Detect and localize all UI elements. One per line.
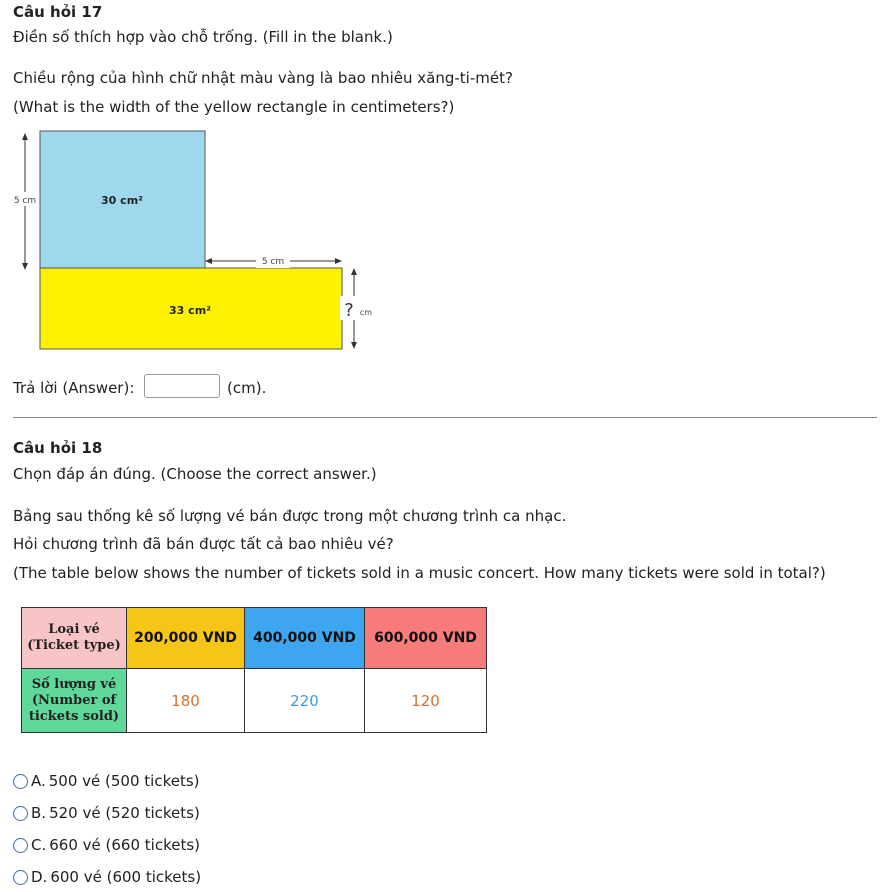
question-divider bbox=[13, 417, 877, 418]
radio-d[interactable] bbox=[13, 870, 28, 885]
option-d[interactable]: D. 600 vé (600 tickets) bbox=[13, 867, 201, 887]
tickets-sold-label: Số lượng vé (Number of tickets sold) bbox=[22, 669, 127, 733]
table-row bbox=[22, 669, 487, 733]
radio-a[interactable] bbox=[13, 774, 28, 789]
yellow-area-label: 33 cm² bbox=[169, 304, 211, 317]
q18-line-2: Hỏi chương trình đã bán được tất cả bao nhiêu vé? bbox=[13, 535, 394, 553]
q18-instruction: Chọn đáp án đúng. (Choose the correct answer.) bbox=[13, 465, 377, 483]
radio-b[interactable] bbox=[13, 806, 28, 821]
option-a[interactable]: A. 500 vé (500 tickets) bbox=[13, 771, 200, 791]
option-c[interactable]: C. 660 vé (660 tickets) bbox=[13, 835, 200, 855]
q18-line-3: (The table below shows the number of tickets sold in a music concert. How many tickets were sold in total?) bbox=[13, 564, 826, 582]
q17-question-en: (What is the width of the yellow rectangle in centimeters?) bbox=[13, 98, 455, 116]
q18-title: Câu hỏi 18 bbox=[13, 439, 103, 457]
value-200k: 180 bbox=[127, 669, 245, 733]
q17-title: Câu hỏi 17 bbox=[13, 3, 103, 21]
answer-label: Trả lời (Answer): bbox=[13, 379, 135, 397]
ticket-table bbox=[21, 607, 487, 733]
unknown-width-label: ? bbox=[344, 300, 354, 321]
header-400k: 400,000 VND bbox=[245, 608, 365, 669]
table-row bbox=[22, 608, 487, 669]
value-600k: 120 bbox=[365, 669, 487, 733]
header-200k: 200,000 VND bbox=[127, 608, 245, 669]
answer-unit: (cm). bbox=[227, 379, 267, 397]
radio-c[interactable] bbox=[13, 838, 28, 853]
q17-instruction: Điền số thích hợp vào chỗ trống. (Fill in the blank.) bbox=[13, 28, 393, 46]
q17-question-vi: Chiều rộng của hình chữ nhật màu vàng là bao nhiêu xăng-ti-mét? bbox=[13, 69, 513, 87]
option-b[interactable]: B. 520 vé (520 tickets) bbox=[13, 803, 200, 823]
value-400k: 220 bbox=[245, 669, 365, 733]
q18-line-1: Bảng sau thống kê số lượng vé bán được trong một chương trình ca nhạc. bbox=[13, 507, 567, 525]
ticket-type-label: Loại vé (Ticket type) bbox=[22, 608, 127, 669]
left-dimension-label: 5 cm bbox=[13, 196, 37, 206]
blue-area-label: 30 cm² bbox=[101, 194, 143, 207]
middle-dimension-label: 5 cm bbox=[261, 257, 285, 267]
answer-input[interactable] bbox=[144, 374, 220, 398]
rectangles-figure bbox=[0, 120, 400, 360]
header-600k: 600,000 VND bbox=[365, 608, 487, 669]
unknown-width-unit: cm bbox=[359, 308, 373, 317]
